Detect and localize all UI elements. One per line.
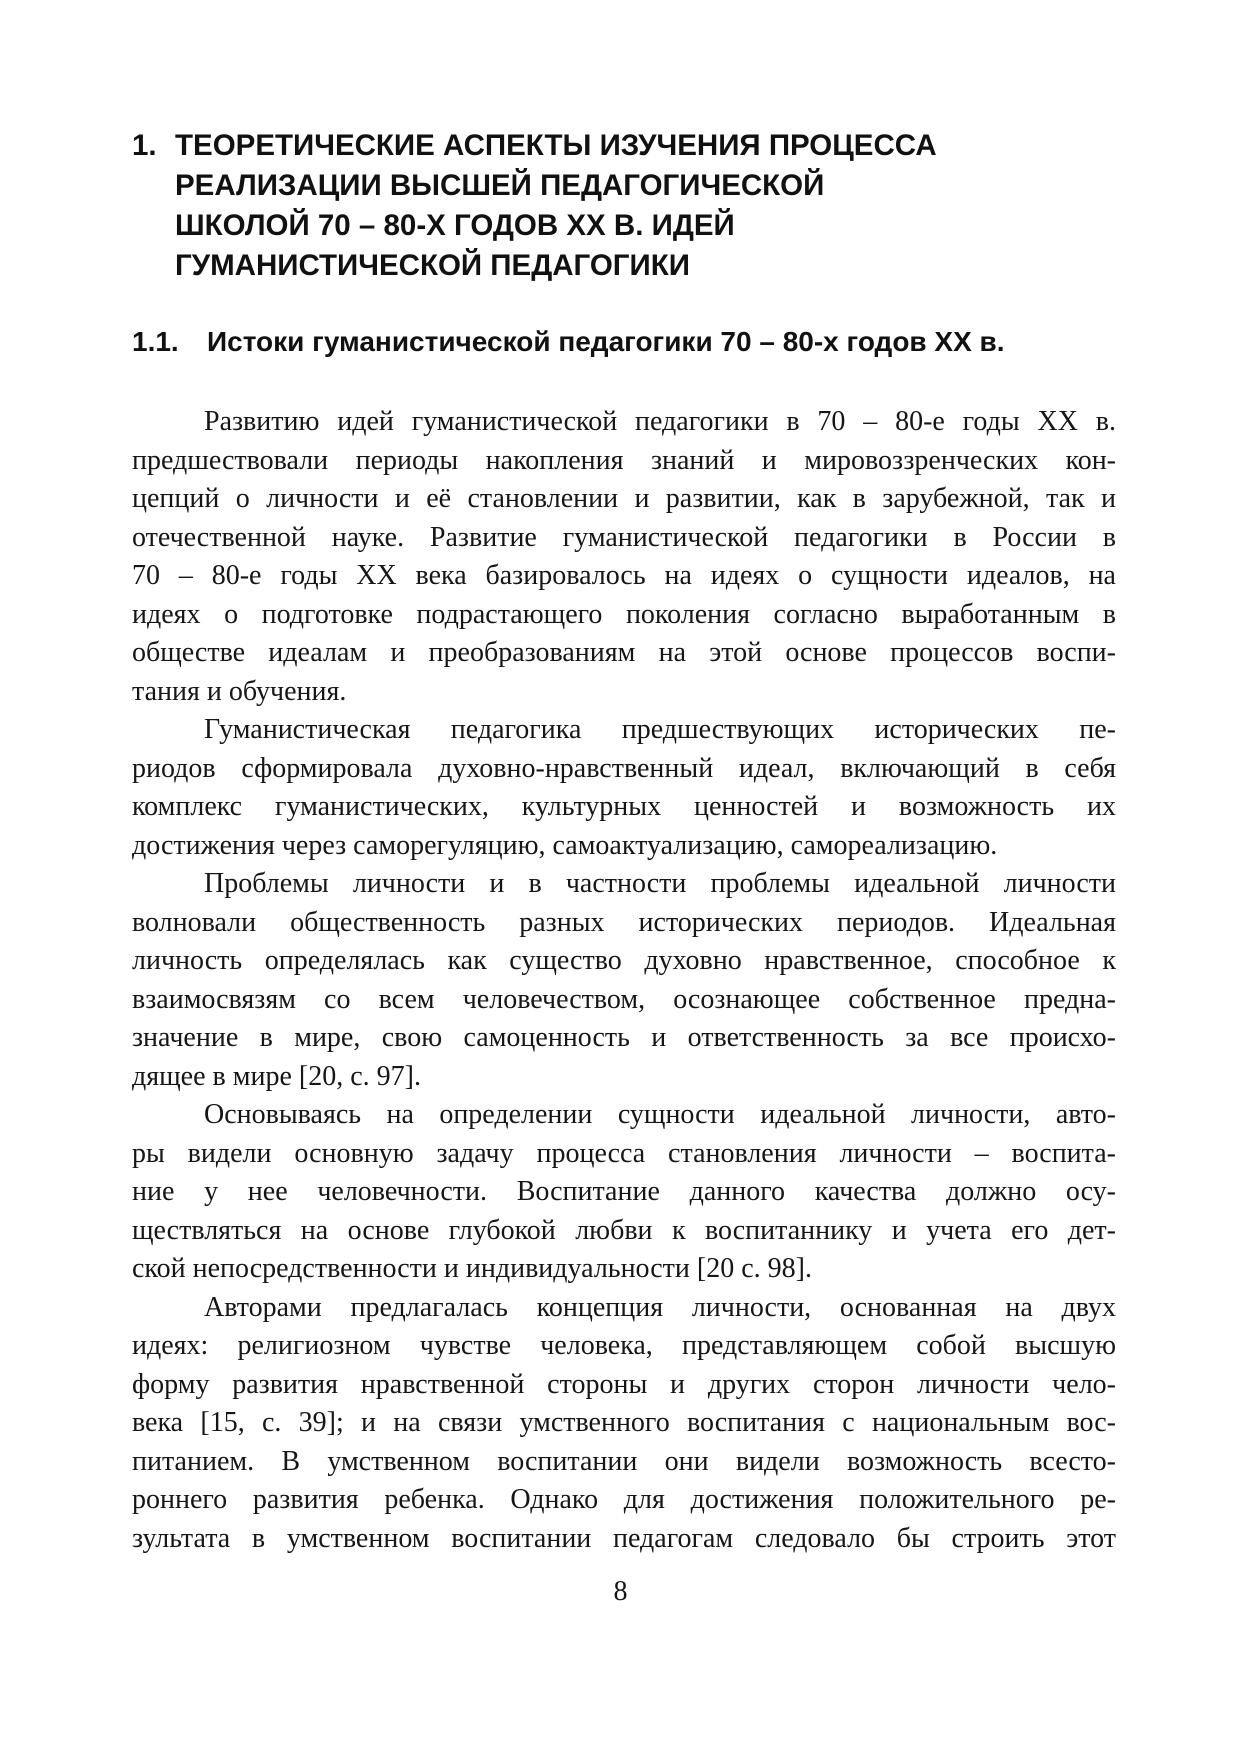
text-line: обществе идеалам и преобразованиям на этой основе процессов воспи- xyxy=(132,637,1116,668)
chapter-title-line: РЕАЛИЗАЦИИ ВЫСШЕЙ ПЕДАГОГИЧЕСКОЙ xyxy=(175,169,825,202)
text-line: питанием. В умственном воспитании они видели возможность всесто- xyxy=(132,1445,1116,1477)
paragraph xyxy=(132,1289,1116,1559)
text-line: 70 – 80-е годы XX века базировалось на идеях о сущности идеалов, на xyxy=(132,560,1116,591)
text-line: предшествовали периоды накопления знаний и мировоззренческих кон- xyxy=(132,444,1116,476)
chapter-number: 1. xyxy=(132,129,157,162)
text-line: Гуманистическая педагогика предшествующих исторических пе- xyxy=(204,714,1116,745)
text-line: Проблемы личности и в частности проблемы идеальной личности xyxy=(204,868,1116,899)
text-line: Авторами предлагалась концепция личности, основанная на двух xyxy=(204,1291,1116,1323)
chapter-title xyxy=(175,126,1132,286)
chapter-title-line: ГУМАНИСТИЧЕСКОЙ ПЕДАГОГИКИ xyxy=(175,249,690,282)
section-heading xyxy=(132,322,1132,362)
paragraph xyxy=(132,403,1116,711)
page-number: 8 xyxy=(613,1576,628,1607)
text-line: дящее в мире [20, с. 97]. xyxy=(132,1060,421,1092)
text-line: зультата в умственном воспитании педагогам следовало бы строить этот xyxy=(132,1522,1116,1554)
text-line: Развитию идей гуманистической педагогики в 70 – 80-е годы XX в. xyxy=(204,406,1116,437)
text-line: ние у нее человечности. Воспитание данного качества должно осу- xyxy=(132,1176,1116,1207)
paragraph xyxy=(132,711,1116,865)
text-line: ществляться на основе глубокой любви к воспитаннику и учета его дет- xyxy=(132,1214,1116,1246)
text-line: роннего развития ребенка. Однако для достижения положительного ре- xyxy=(132,1484,1116,1515)
text-line: волновали общественность разных исторических периодов. Идеальная xyxy=(132,906,1116,938)
text-line: ры видели основную задачу процесса становления личности – воспита- xyxy=(132,1137,1116,1169)
text-line: значение в мире, свою самоценность и ответственность за все происхо- xyxy=(132,1022,1116,1053)
chapter-heading xyxy=(132,126,1132,286)
text-line: взаимосвязям со всем человечеством, осознающее собственное предна- xyxy=(132,983,1116,1015)
chapter-title-line: ТЕОРЕТИЧЕСКИЕ АСПЕКТЫ ИЗУЧЕНИЯ ПРОЦЕССА xyxy=(175,129,937,162)
text-line: риодов сформировала духовно-нравственный идеал, включающий в себя xyxy=(132,752,1116,784)
section-title: Истоки гуманистической педагогики 70 – 80-х годов XX в. xyxy=(207,326,1005,357)
text-line: достижения через саморегуляцию, самоактуализацию, самореализацию. xyxy=(132,829,998,861)
text-line: ской непосредственности и индивидуальности [20 с. 98]. xyxy=(132,1253,812,1284)
text-line: комплекс гуманистических, культурных ценностей и возможность их xyxy=(132,791,1116,822)
paragraph xyxy=(132,865,1116,1096)
text-line: личность определялась как существо духовно нравственное, способное к xyxy=(132,945,1116,976)
text-line: цепций о личности и её становлении и развитии, как в зарубежной, так и xyxy=(132,483,1116,514)
text-line: Основываясь на определении сущности идеальной личности, авто- xyxy=(204,1099,1116,1130)
text-line: века [15, с. 39]; и на связи умственного воспитания с национальным вос- xyxy=(132,1407,1116,1438)
paragraph xyxy=(132,1096,1116,1289)
text-line: тания и обучения. xyxy=(132,675,347,707)
text-line: форму развития нравственной стороны и других сторон личности чело- xyxy=(132,1368,1116,1400)
chapter-title-line: ШКОЛОЙ 70 – 80-Х ГОДОВ XX В. ИДЕЙ xyxy=(175,209,735,242)
text-line: отечественной науке. Развитие гуманистической педагогики в России в xyxy=(132,521,1116,553)
text-line: идеях о подготовке подрастающего поколения согласно выработанным в xyxy=(132,598,1116,630)
section-number: 1.1. xyxy=(132,326,179,357)
text-line: идеях: религиозном чувстве человека, представляющем собой высшую xyxy=(132,1330,1116,1361)
body-text xyxy=(132,403,1116,1558)
